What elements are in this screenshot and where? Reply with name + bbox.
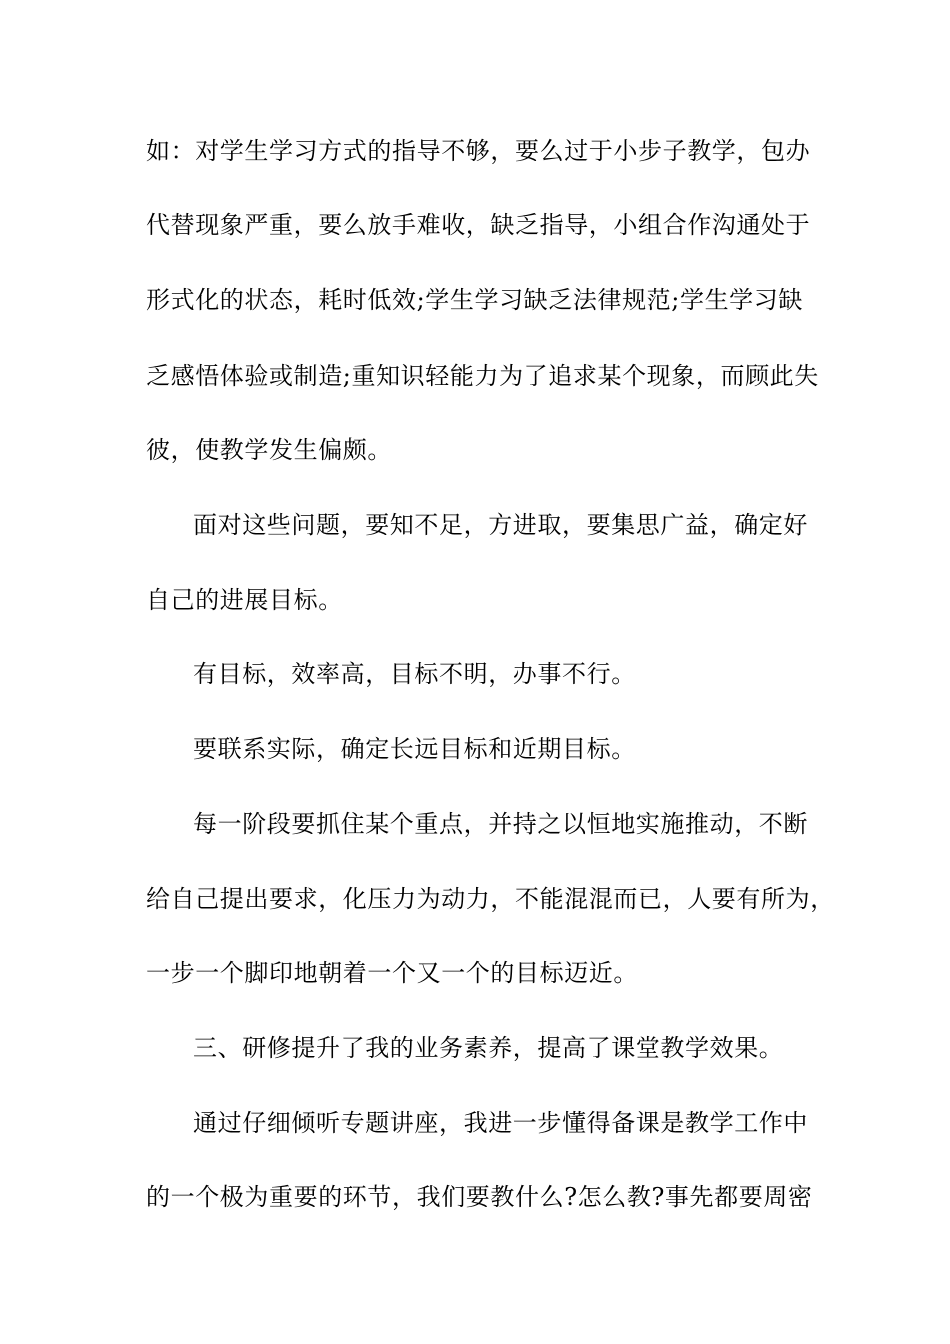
text-line: 要联系实际，确定长远目标和近期目标。 <box>193 735 636 763</box>
text-line: 给自己提出要求，化压力为动力，不能混混而已，人要有所为， <box>146 885 835 913</box>
text-line: 形式化的状态，耗时低效;学生学习缺乏法律规范;学生学习缺 <box>146 286 803 314</box>
text-line: 一步一个脚印地朝着一个又一个的目标迈近。 <box>146 959 638 987</box>
text-line: 通过仔细倾听专题讲座，我进一步懂得备课是教学工作中 <box>193 1109 808 1137</box>
text-line: 代替现象严重，要么放手难收，缺乏指导，小组合作沟通处于 <box>146 211 811 239</box>
text-line: 乏感悟体验或制造;重知识轻能力为了追求某个现象，而顾此失 <box>146 362 819 390</box>
text-line: 每一阶段要抓住某个重点，并持之以恒地实施推动，不断 <box>193 810 808 838</box>
text-line: 有目标，效率高，目标不明，办事不行。 <box>193 660 636 688</box>
text-line: 三、研修提升了我的业务素养，提高了课堂教学效果。 <box>193 1034 784 1062</box>
text-line: 面对这些问题，要知不足，方进取，要集思广益，确定好 <box>193 511 808 539</box>
text-line: 彼，使教学发生偏颇。 <box>146 436 392 464</box>
text-line: 如：对学生学习方式的指导不够，要么过于小步子教学，包办 <box>146 137 811 165</box>
text-line: 的一个极为重要的环节，我们要教什么?怎么教?事先都要周密 <box>146 1183 813 1211</box>
text-line: 自己的进展目标。 <box>146 586 343 614</box>
